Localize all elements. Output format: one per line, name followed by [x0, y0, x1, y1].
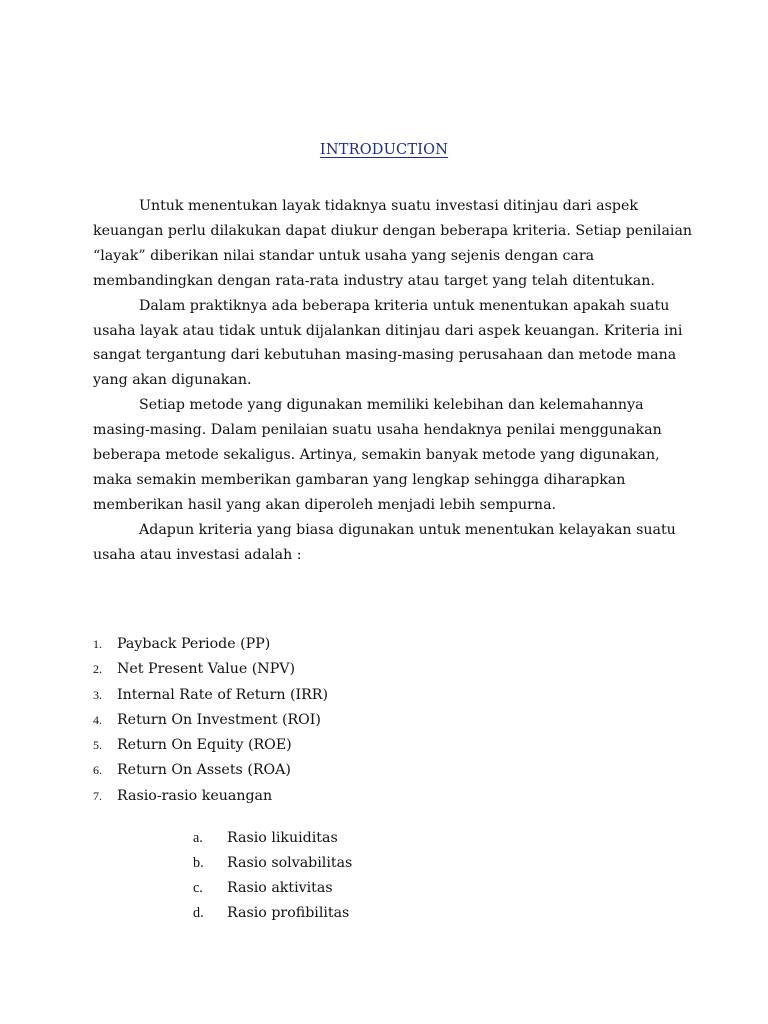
item-text: Rasio-rasio keuangan — [117, 787, 273, 804]
criteria-item — [93, 632, 328, 657]
item-number: 2. — [93, 662, 102, 677]
item-text: Payback Periode (PP) — [117, 636, 271, 652]
ratio-letter: d. — [193, 905, 204, 921]
title-text: INTRODUCTION — [319, 142, 449, 158]
criteria-item — [93, 657, 328, 682]
item-number: 5. — [93, 738, 102, 753]
item-text: Return On Investment (ROI) — [117, 711, 321, 728]
item-text: Net Present Value (NPV) — [117, 661, 296, 678]
ratio-item — [193, 876, 352, 901]
ratio-letter: a. — [193, 830, 203, 846]
ratio-text: Rasio solvabilitas — [227, 855, 353, 871]
criteria-item — [93, 733, 328, 758]
criteria-item — [93, 708, 328, 733]
ratio-text: Rasio profibilitas — [227, 905, 350, 921]
ratio-item — [193, 901, 352, 926]
criteria-item — [93, 784, 328, 809]
paragraph-4: Adapun kriteria yang biasa digunakan untuk menentukan kelayakan suatu usaha atau investasi adalah : — [93, 521, 676, 563]
item-text: Return On Equity (ROE) — [117, 737, 292, 754]
paragraph-2: Dalam praktiknya ada beberapa kriteria untuk menentukan apakah suatu usaha layak atau tidak untuk dijalankan ditinjau dari aspek keuangan. Kriteria ini sangat tergantung dari kebutuhan masing-masing perusahaan dan metode mana yang akan digunakan. — [93, 297, 683, 389]
item-number: 4. — [93, 712, 102, 727]
ratio-item — [193, 851, 352, 876]
body-text — [93, 194, 703, 568]
criteria-item — [93, 683, 328, 708]
ratio-text: Rasio likuiditas — [227, 830, 338, 846]
criteria-list — [93, 632, 328, 809]
criteria-item — [93, 758, 328, 783]
ratio-letter: c. — [193, 880, 203, 896]
ratio-list — [193, 826, 352, 926]
paragraph-3: Setiap metode yang digunakan memiliki kelebihan dan kelemahannya masing-masing. Dalam penilaian suatu usaha hendaknya penilai menggunakan beberapa metode sekaligus. Artinya, semakin banyak metode yang digunakan, maka semakin memberikan gambaran yang lengkap sehingga diharapkan memberikan hasil yang akan diperoleh menjadi lebih sempurna. — [93, 397, 662, 513]
item-text: Return On Assets (ROA) — [117, 762, 291, 779]
ratio-letter: b. — [193, 855, 204, 871]
item-number: 6. — [93, 763, 102, 778]
item-text: Internal Rate of Return (IRR) — [117, 686, 329, 703]
item-number: 7. — [93, 788, 102, 803]
ratio-text: Rasio aktivitas — [227, 880, 333, 896]
item-number: 1. — [93, 637, 102, 651]
ratio-item — [193, 826, 352, 851]
item-number: 3. — [93, 687, 102, 702]
document-title — [0, 142, 768, 158]
paragraph-1: Untuk menentukan layak tidaknya suatu investasi ditinjau dari aspek keuangan perlu dilakukan dapat diukur dengan beberapa kriteria. Setiap penilaian “layak” diberikan nilai standar untuk usaha yang sejenis dengan cara membandingkan dengan rata-rata industry atau target yang telah ditentukan. — [93, 198, 693, 289]
